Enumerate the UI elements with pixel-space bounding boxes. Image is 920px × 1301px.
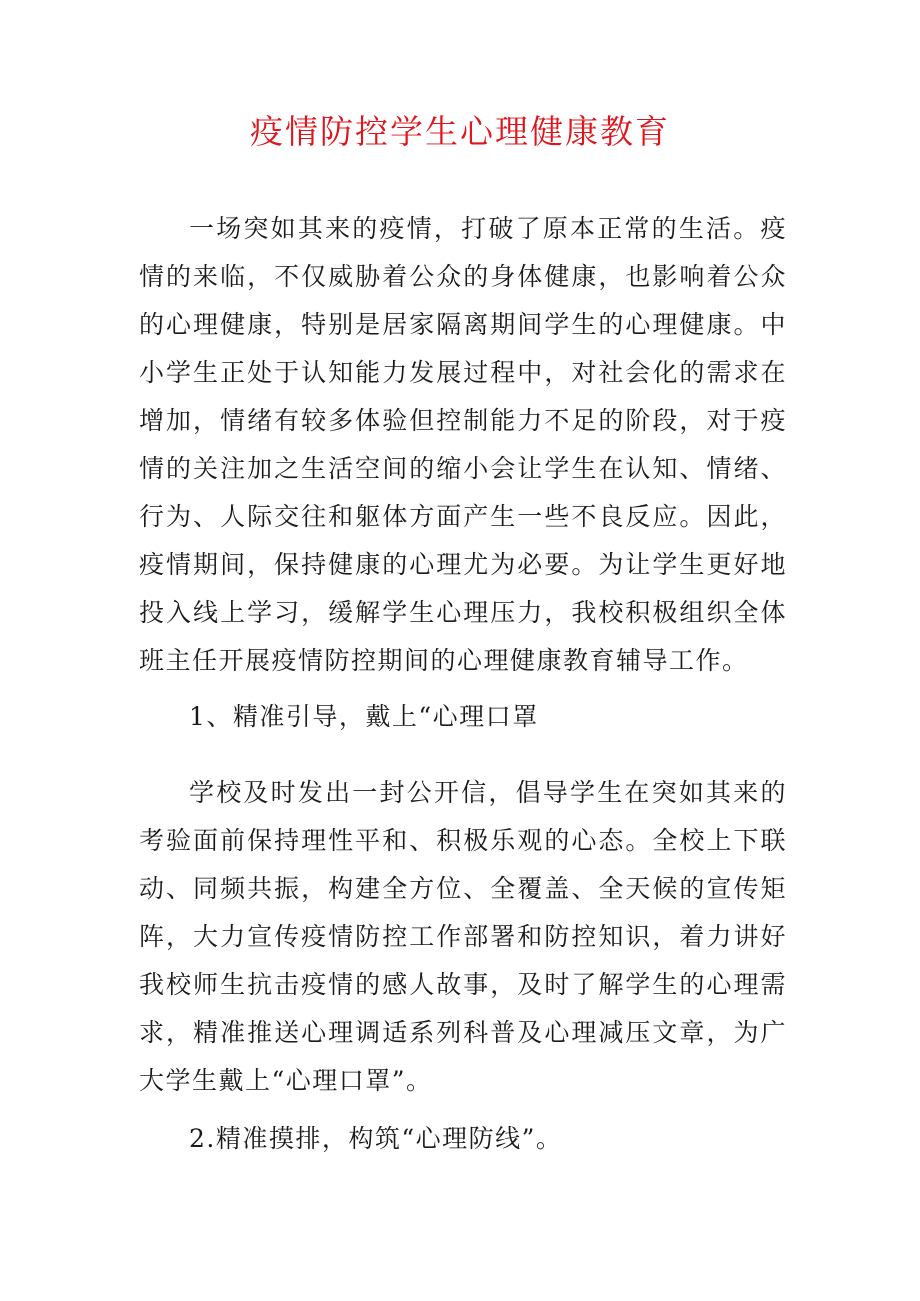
paragraph-section-1: 学校及时发出一封公开信，倡导学生在突如其来的考验面前保持理性平和、积极乐观的心态。全校上下联动、同频共振，构建全方位、全覆盖、全天候的宣传矩阵，大力宣传疫情防控工作部署和防控知识，着力讲好我校师生抗击疫情的感人故事，及时了解学生的心理需求，精准推送心理调适系列科普及心理减压文章，为广大学生戴上“心理口罩”。 — [139, 778, 787, 1095]
section-heading-1: 1、精准引导，戴上“心理口罩 — [189, 702, 539, 731]
document-body — [139, 205, 787, 1163]
section-heading-2: 2.精准摸排，构筑“心理防线”。 — [189, 1124, 563, 1153]
paragraph-intro: 一场突如其来的疫情，打破了原本正常的生活。疫情的来临，不仅威胁着公众的身体健康，也影响着公众的心理健康，特别是居家隔离期间学生的心理健康。中小学生正处于认知能力发展过程中，对社会化的需求在增加，情绪有较多体验但控制能力不足的阶段，对于疫情的关注加之生活空间的缩小会让学生在认知、情绪、行为、人际交往和躯体方面产生一些不良反应。因此，疫情期间，保持健康的心理尤为必要。为让学生更好地投入线上学习，缓解学生心理压力，我校积极组织全体班主任开展疫情防控期间的心理健康教育辅导工作。 — [139, 214, 787, 675]
document-title: 疫情防控学生心理健康教育 — [250, 112, 670, 151]
